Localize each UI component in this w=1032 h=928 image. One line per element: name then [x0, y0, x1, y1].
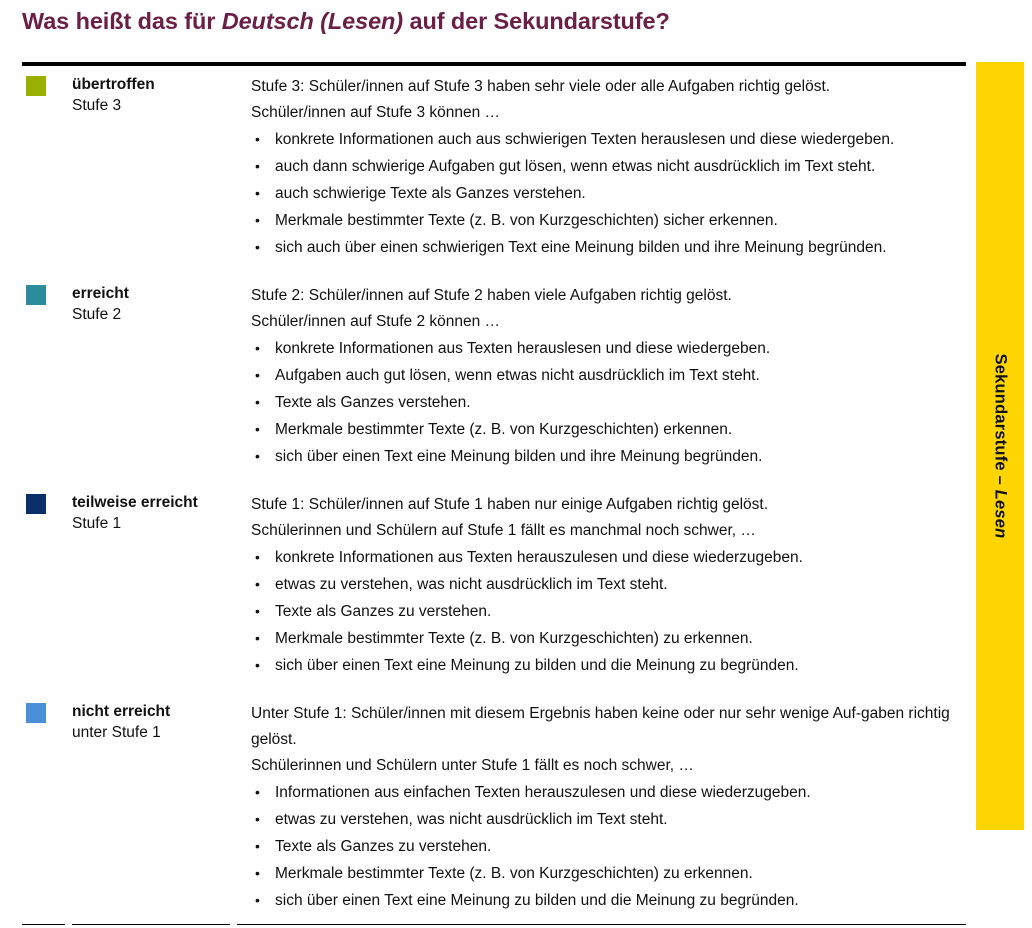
level-description-cell [237, 271, 966, 480]
level-color-swatch [26, 285, 46, 305]
page-title-subject: Deutsch (Lesen) [221, 8, 404, 34]
level-label-main: übertroffen [72, 76, 155, 93]
level-color-swatch [26, 76, 46, 96]
level-description-cell [237, 62, 966, 271]
level-intro-line: Unter Stufe 1: Schüler/innen mit diesem Ergebnis haben keine oder nur sehr wenige Auf-gaben richtig gelöst. [251, 705, 950, 748]
level-intro-line: Schülerinnen und Schülern unter Stufe 1 fällt es noch schwer, … [251, 757, 694, 774]
table-row [22, 62, 966, 271]
level-swatch-cell [22, 62, 72, 96]
level-label-sub: unter Stufe 1 [72, 724, 161, 741]
level-color-swatch [26, 703, 46, 723]
rule-segment [72, 924, 237, 928]
level-bullet-list [251, 779, 966, 914]
level-bullet-item: • auch dann schwierige Aufgaben gut lösen, wenn etwas nicht ausdrücklich im Text steht. [251, 153, 966, 180]
level-bullet-item: • Aufgaben auch gut lösen, wenn etwas nicht ausdrücklich im Text steht. [251, 362, 966, 389]
level-intro-line: Stufe 1: Schüler/innen auf Stufe 1 haben nur einige Aufgaben richtig gelöst. [251, 496, 769, 513]
table-bottom-rule [22, 924, 966, 928]
level-bullet-item: • konkrete Informationen aus Texten herauszulesen und diese wiederzugeben. [251, 544, 966, 571]
competency-levels-table [22, 62, 966, 928]
level-bullet-item: • sich über einen Text eine Meinung zu bilden und die Meinung zu begründen. [251, 887, 966, 914]
level-color-swatch [26, 494, 46, 514]
side-tab-label [991, 354, 1010, 539]
level-intro-line: Stufe 3: Schüler/innen auf Stufe 3 haben sehr viele oder alle Aufgaben richtig gelöst. [251, 78, 831, 95]
level-bullet-item: • Texte als Ganzes zu verstehen. [251, 598, 966, 625]
side-tab [976, 62, 1024, 830]
level-bullet-item: • Merkmale bestimmter Texte (z. B. von Kurzgeschichten) sicher erkennen. [251, 207, 966, 234]
table-row [22, 689, 966, 924]
rule-segment [237, 924, 966, 928]
level-label-main: erreicht [72, 285, 129, 302]
table-row [22, 271, 966, 480]
level-intro-line: Schülerinnen und Schülern auf Stufe 1 fällt es manchmal noch schwer, … [251, 522, 756, 539]
level-bullet-item: • etwas zu verstehen, was nicht ausdrücklich im Text steht. [251, 806, 966, 833]
level-intro-line: Schüler/innen auf Stufe 2 können … [251, 313, 501, 330]
level-swatch-cell [22, 689, 72, 723]
level-description-cell [237, 480, 966, 689]
level-bullet-list [251, 544, 966, 679]
page-title-part-1: Was heißt das für [22, 8, 222, 34]
side-tab-label-italic: Lesen [991, 489, 1010, 539]
level-description-cell [237, 689, 966, 924]
level-label-cell [72, 480, 237, 534]
page-title-part-2: auf der Sekundarstufe? [403, 8, 670, 34]
level-label-sub: Stufe 3 [72, 97, 122, 114]
level-bullet-item: • sich über einen Text eine Meinung zu bilden und die Meinung zu begründen. [251, 652, 966, 679]
level-intro-line: Schüler/innen auf Stufe 3 können … [251, 104, 501, 121]
level-bullet-item: • konkrete Informationen aus Texten herauslesen und diese wiedergeben. [251, 335, 966, 362]
level-bullet-item: • Merkmale bestimmter Texte (z. B. von Kurzgeschichten) zu erkennen. [251, 625, 966, 652]
level-label-cell [72, 689, 237, 743]
level-swatch-cell [22, 480, 72, 514]
level-bullet-item: • Texte als Ganzes verstehen. [251, 389, 966, 416]
rule-segment [22, 924, 72, 928]
level-bullet-item: • Merkmale bestimmter Texte (z. B. von Kurzgeschichten) zu erkennen. [251, 860, 966, 887]
level-label-cell [72, 271, 237, 325]
level-bullet-item: • konkrete Informationen auch aus schwierigen Texten herauslesen und diese wiedergeben. [251, 126, 966, 153]
level-bullet-list [251, 126, 966, 261]
level-bullet-item: • Informationen aus einfachen Texten herauszulesen und diese wiederzugeben. [251, 779, 966, 806]
level-intro-line: Stufe 2: Schüler/innen auf Stufe 2 haben viele Aufgaben richtig gelöst. [251, 287, 732, 304]
level-bullet-item: • Texte als Ganzes zu verstehen. [251, 833, 966, 860]
level-bullet-item: • sich auch über einen schwierigen Text eine Meinung bilden und ihre Meinung begründen. [251, 234, 966, 261]
level-bullet-list [251, 335, 966, 470]
level-bullet-item: • sich über einen Text eine Meinung bilden und ihre Meinung begründen. [251, 443, 966, 470]
side-tab-label-plain: Sekundarstufe – [991, 353, 1010, 490]
level-bullet-item: • etwas zu verstehen, was nicht ausdrücklich im Text steht. [251, 571, 966, 598]
level-label-sub: Stufe 2 [72, 306, 122, 323]
level-label-main: teilweise erreicht [72, 494, 198, 511]
level-label-sub: Stufe 1 [72, 515, 122, 532]
table-row [22, 480, 966, 689]
page-title [22, 8, 962, 35]
level-label-main: nicht erreicht [72, 703, 171, 720]
level-swatch-cell [22, 271, 72, 305]
level-label-cell [72, 62, 237, 116]
level-bullet-item: • Merkmale bestimmter Texte (z. B. von Kurzgeschichten) erkennen. [251, 416, 966, 443]
level-bullet-item: • auch schwierige Texte als Ganzes verstehen. [251, 180, 966, 207]
